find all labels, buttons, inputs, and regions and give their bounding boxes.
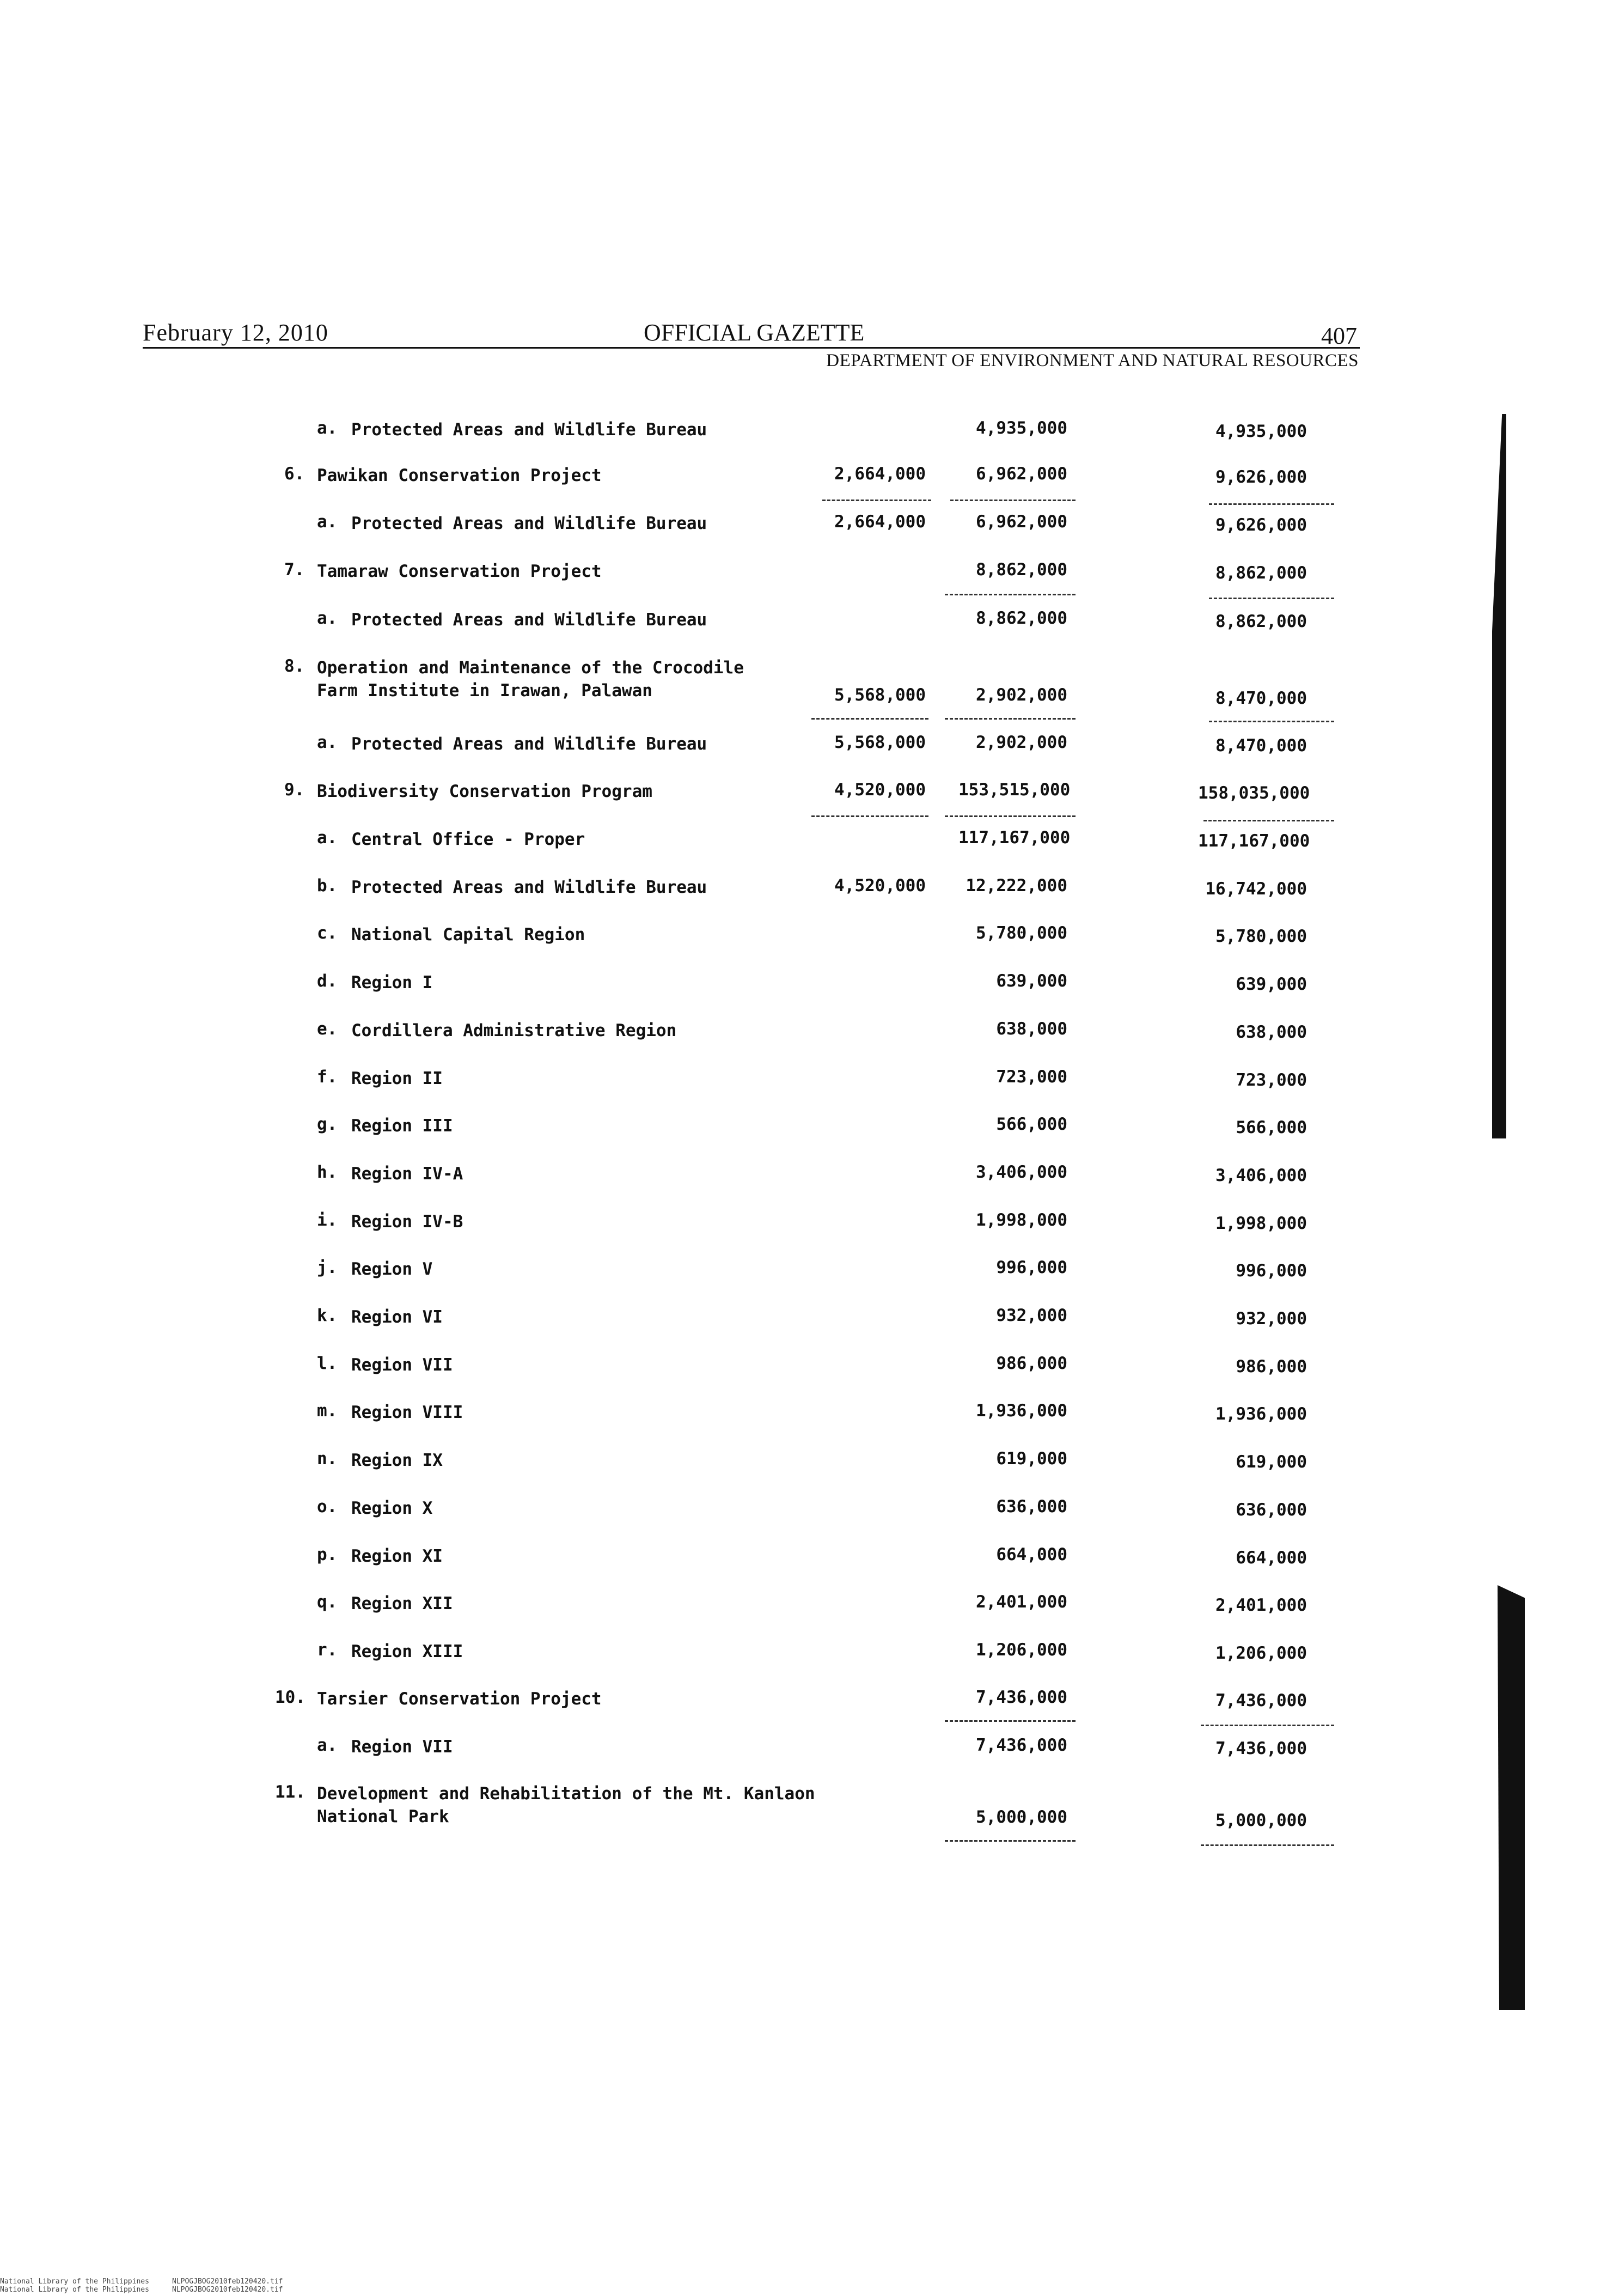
row-number: 9.: [284, 780, 305, 800]
table-row: [0, 560, 1607, 593]
row-label: Central Office - Proper: [351, 830, 585, 849]
row-label: Biodiversity Conservation Program: [317, 782, 652, 801]
total-amount: 996,000: [1236, 1261, 1307, 1281]
subtotal-rule: [1201, 1844, 1334, 1846]
current-amount: 723,000: [996, 1067, 1067, 1087]
row-number: a.: [317, 418, 338, 438]
row-number: n.: [317, 1449, 338, 1469]
table-row: [0, 512, 1607, 545]
subtotal-rule: [1209, 721, 1334, 722]
table-row: [0, 828, 1607, 861]
current-amount: 7,436,000: [976, 1735, 1067, 1755]
table-row: [0, 780, 1607, 813]
prior-amount: 2,664,000: [834, 464, 926, 484]
row-number: 7.: [284, 560, 305, 580]
row-number: c.: [317, 923, 338, 943]
table-row: [0, 464, 1607, 497]
total-amount: 1,998,000: [1215, 1214, 1307, 1233]
table-row: [0, 1067, 1607, 1100]
row-label: Development and Rehabilitation of the Mt. Kanlaon National Park: [317, 1784, 815, 1826]
footer-library-line-1: National Library of the Philippines: [0, 2277, 149, 2286]
current-amount: 619,000: [996, 1449, 1067, 1469]
subtotal-rule: [1201, 1725, 1334, 1726]
current-amount: 1,998,000: [976, 1210, 1067, 1230]
subtotal-rule: [1209, 503, 1334, 505]
row-number: h.: [317, 1162, 338, 1182]
total-amount: 7,436,000: [1215, 1739, 1307, 1758]
page-number: 407: [1321, 322, 1357, 349]
total-amount: 664,000: [1236, 1548, 1307, 1568]
scan-edge-strip-bottom: [1498, 1585, 1525, 2010]
total-amount: 8,470,000: [1215, 689, 1307, 708]
total-amount: 566,000: [1236, 1118, 1307, 1137]
total-amount: 9,626,000: [1215, 467, 1307, 487]
row-label: Region VIII: [351, 1403, 463, 1422]
row-label: Protected Areas and Wildlife Bureau: [351, 610, 707, 630]
current-amount: 8,862,000: [976, 560, 1067, 580]
row-label: Protected Areas and Wildlife Bureau: [351, 734, 707, 754]
row-number: d.: [317, 971, 338, 991]
row-label: Region V: [351, 1259, 433, 1279]
current-amount: 12,222,000: [966, 876, 1067, 896]
total-amount: 1,206,000: [1215, 1643, 1307, 1663]
subtotal-rule: [945, 594, 1076, 595]
table-row: [0, 1545, 1607, 1578]
table-row: [0, 1688, 1607, 1720]
total-amount: 7,436,000: [1215, 1691, 1307, 1710]
total-amount: 723,000: [1236, 1070, 1307, 1090]
prior-amount: 4,520,000: [834, 780, 926, 800]
current-amount: 4,935,000: [976, 418, 1067, 438]
total-amount: 639,000: [1236, 975, 1307, 994]
row-number: q.: [317, 1592, 338, 1612]
total-amount: 158,035,000: [1198, 783, 1310, 803]
row-number: 11.: [275, 1782, 305, 1802]
table-row: [0, 1592, 1607, 1625]
prior-amount: 4,520,000: [834, 876, 926, 896]
current-amount: 664,000: [996, 1545, 1067, 1564]
subtotal-rule: [945, 815, 1076, 817]
prior-amount: 5,568,000: [834, 685, 926, 705]
row-label: Protected Areas and Wildlife Bureau: [351, 878, 707, 897]
current-amount: 1,936,000: [976, 1401, 1067, 1421]
row-label: Operation and Maintenance of the Crocodile Farm Institute in Irawan, Palawan: [317, 658, 744, 701]
row-label: Tarsier Conservation Project: [317, 1689, 602, 1709]
current-amount: 7,436,000: [976, 1688, 1067, 1707]
table-row: [0, 733, 1607, 765]
current-amount: 636,000: [996, 1497, 1067, 1517]
total-amount: 636,000: [1236, 1500, 1307, 1520]
table-row: [0, 1640, 1607, 1673]
row-label: Region VII: [351, 1355, 453, 1375]
row-number: b.: [317, 876, 338, 896]
row-number: p.: [317, 1545, 338, 1564]
department-heading: DEPARTMENT OF ENVIRONMENT AND NATURAL RESOURCES: [826, 351, 1359, 370]
row-label: Region IV-B: [351, 1212, 463, 1232]
row-number: a.: [317, 828, 338, 848]
row-number: k.: [317, 1306, 338, 1325]
total-amount: 5,000,000: [1215, 1811, 1307, 1830]
table-row: [0, 1019, 1607, 1052]
total-amount: 8,470,000: [1215, 736, 1307, 756]
total-amount: 4,935,000: [1215, 422, 1307, 441]
row-number: r.: [317, 1640, 338, 1660]
row-label: Region VI: [351, 1307, 443, 1327]
current-amount: 2,902,000: [976, 685, 1067, 705]
row-label: Region IX: [351, 1451, 443, 1470]
table-row: [0, 876, 1607, 909]
current-amount: 986,000: [996, 1354, 1067, 1373]
subtotal-rule: [945, 718, 1076, 720]
scan-footer: [0, 2277, 283, 2294]
row-number: j.: [317, 1258, 338, 1277]
subtotal-rule: [1209, 598, 1334, 599]
table-row: [0, 923, 1607, 956]
total-amount: 5,780,000: [1215, 927, 1307, 946]
table-row: [0, 418, 1607, 451]
subtotal-rule: [945, 1840, 1076, 1842]
total-amount: 932,000: [1236, 1309, 1307, 1329]
total-amount: 3,406,000: [1215, 1166, 1307, 1185]
total-amount: 1,936,000: [1215, 1404, 1307, 1424]
subtotal-rule: [945, 1720, 1076, 1722]
row-number: e.: [317, 1019, 338, 1039]
current-amount: 566,000: [996, 1114, 1067, 1134]
row-number: a.: [317, 512, 338, 532]
current-amount: 1,206,000: [976, 1640, 1067, 1660]
row-number: i.: [317, 1210, 338, 1230]
total-amount: 16,742,000: [1205, 879, 1307, 899]
current-amount: 2,902,000: [976, 733, 1067, 752]
total-amount: 619,000: [1236, 1452, 1307, 1472]
subtotal-rule: [822, 500, 931, 501]
row-label: Region I: [351, 973, 433, 992]
current-amount: 5,780,000: [976, 923, 1067, 943]
row-number: 6.: [284, 464, 305, 484]
row-label: Region XIII: [351, 1642, 463, 1661]
row-label: Tamaraw Conservation Project: [317, 562, 602, 581]
table-row: [0, 1210, 1607, 1243]
subtotal-rule: [950, 500, 1076, 501]
total-amount: 638,000: [1236, 1022, 1307, 1042]
current-amount: 153,515,000: [958, 780, 1071, 800]
subtotal-rule: [811, 815, 928, 817]
row-label: Region III: [351, 1116, 453, 1136]
current-amount: 5,000,000: [976, 1807, 1067, 1827]
row-number: f.: [317, 1067, 338, 1087]
row-label: Region IV-A: [351, 1164, 463, 1184]
row-number: g.: [317, 1114, 338, 1134]
current-amount: 2,401,000: [976, 1592, 1067, 1612]
table-row: [0, 971, 1607, 1004]
row-number: 10.: [275, 1688, 305, 1707]
row-label: National Capital Region: [351, 925, 585, 945]
table-row: [0, 1354, 1607, 1386]
total-amount: 9,626,000: [1215, 515, 1307, 535]
current-amount: 6,962,000: [976, 512, 1067, 532]
current-amount: 638,000: [996, 1019, 1067, 1039]
current-amount: 8,862,000: [976, 608, 1067, 628]
footer-file-line-1: NLPOGJBOG2010feb120420.tif: [172, 2277, 283, 2286]
footer-file-line-2: NLPOGJBOG2010feb120420.tif: [172, 2286, 283, 2294]
subtotal-rule: [811, 718, 928, 720]
row-label: Region XII: [351, 1594, 453, 1613]
row-label: Region II: [351, 1069, 443, 1088]
table-row: [0, 608, 1607, 641]
table-row: [0, 1449, 1607, 1482]
table-row: [0, 656, 1607, 708]
table-row: [0, 1782, 1607, 1830]
row-label: Region X: [351, 1499, 433, 1518]
total-amount: 8,862,000: [1215, 563, 1307, 583]
table-row: [0, 1162, 1607, 1195]
current-amount: 117,167,000: [958, 828, 1071, 848]
current-amount: 639,000: [996, 971, 1067, 991]
current-amount: 996,000: [996, 1258, 1067, 1277]
current-amount: 932,000: [996, 1306, 1067, 1325]
footer-library-line-2: National Library of the Philippines: [0, 2286, 149, 2294]
subtotal-rule: [1203, 820, 1334, 821]
table-row: [0, 1306, 1607, 1338]
total-amount: 8,862,000: [1215, 612, 1307, 631]
table-row: [0, 1497, 1607, 1530]
row-label: Pawikan Conservation Project: [317, 466, 602, 485]
row-number: l.: [317, 1354, 338, 1373]
table-row: [0, 1735, 1607, 1768]
total-amount: 986,000: [1236, 1357, 1307, 1377]
row-label: Region VII: [351, 1737, 453, 1757]
table-row: [0, 1258, 1607, 1290]
total-amount: 117,167,000: [1198, 831, 1310, 851]
row-number: 8.: [284, 656, 305, 676]
row-number: m.: [317, 1401, 338, 1421]
table-row: [0, 1401, 1607, 1434]
row-number: o.: [317, 1497, 338, 1517]
row-number: a.: [317, 1735, 338, 1755]
row-number: a.: [317, 608, 338, 628]
row-label: Protected Areas and Wildlife Bureau: [351, 514, 707, 533]
gazette-title: OFFICIAL GAZETTE: [644, 319, 865, 346]
prior-amount: 5,568,000: [834, 733, 926, 752]
row-number: a.: [317, 733, 338, 752]
current-amount: 3,406,000: [976, 1162, 1067, 1182]
table-row: [0, 1114, 1607, 1147]
row-label: Region XI: [351, 1546, 443, 1566]
gazette-date: February 12, 2010: [143, 319, 328, 346]
prior-amount: 2,664,000: [834, 512, 926, 532]
current-amount: 6,962,000: [976, 464, 1067, 484]
total-amount: 2,401,000: [1215, 1595, 1307, 1615]
row-label: Cordillera Administrative Region: [351, 1021, 677, 1040]
row-label: Protected Areas and Wildlife Bureau: [351, 420, 707, 440]
